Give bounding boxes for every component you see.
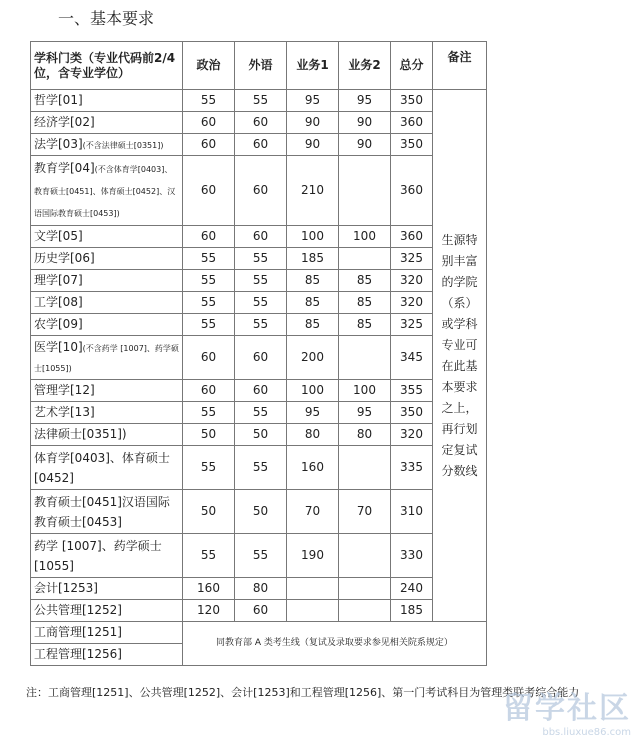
header-business1: 业务1	[287, 42, 339, 90]
subject-name: 理学[07]	[31, 270, 183, 292]
header-row	[31, 42, 487, 90]
table-row	[31, 380, 487, 402]
total-score: 320	[391, 424, 433, 446]
business2-score: 90	[339, 134, 391, 156]
foreign-score: 80	[235, 578, 287, 600]
business2-score	[339, 534, 391, 578]
politics-score: 50	[183, 490, 235, 534]
business1-score: 185	[287, 248, 339, 270]
foreign-score: 55	[235, 446, 287, 490]
foreign-score: 55	[235, 292, 287, 314]
business1-score	[287, 600, 339, 622]
subject-name: 经济学[02]	[31, 112, 183, 134]
business2-score: 80	[339, 424, 391, 446]
politics-score: 160	[183, 578, 235, 600]
politics-score: 60	[183, 336, 235, 380]
table-row	[31, 578, 487, 600]
foreign-score: 55	[235, 402, 287, 424]
business2-score: 85	[339, 270, 391, 292]
business2-score: 100	[339, 226, 391, 248]
business1-score: 95	[287, 90, 339, 112]
politics-score: 55	[183, 248, 235, 270]
total-score: 330	[391, 534, 433, 578]
business1-score: 90	[287, 112, 339, 134]
header-remark: 备注	[433, 42, 487, 90]
politics-score: 55	[183, 270, 235, 292]
total-score: 350	[391, 90, 433, 112]
total-score: 350	[391, 402, 433, 424]
business2-score	[339, 600, 391, 622]
politics-score: 55	[183, 292, 235, 314]
table-row	[31, 112, 487, 134]
politics-score: 55	[183, 446, 235, 490]
foreign-score: 60	[235, 156, 287, 226]
business1-score: 80	[287, 424, 339, 446]
site-watermark	[503, 683, 631, 738]
business1-score: 85	[287, 270, 339, 292]
table-row	[31, 402, 487, 424]
foreign-score: 55	[235, 270, 287, 292]
total-score: 360	[391, 226, 433, 248]
table-row	[31, 292, 487, 314]
table-row	[31, 90, 487, 112]
table-row	[31, 446, 487, 490]
subject-name: 工程管理[1256]	[31, 644, 183, 666]
subject-label: 医学[10]	[34, 339, 83, 354]
foreign-score: 60	[235, 112, 287, 134]
subject-label: 法学[03]	[34, 136, 83, 151]
total-score: 360	[391, 112, 433, 134]
business1-score: 85	[287, 314, 339, 336]
table-row	[31, 622, 487, 644]
section-heading: 一、基本要求	[58, 9, 155, 28]
subject-name: 会计[1253]	[31, 578, 183, 600]
subject-name: 体育学[0403]、体育硕士[0452]	[31, 446, 183, 490]
politics-score: 60	[183, 226, 235, 248]
politics-score: 60	[183, 112, 235, 134]
business2-score	[339, 336, 391, 380]
table-row	[31, 248, 487, 270]
business2-score: 85	[339, 292, 391, 314]
politics-score: 50	[183, 424, 235, 446]
business2-score	[339, 446, 391, 490]
subject-name: 文学[05]	[31, 226, 183, 248]
subject-name: 法律硕士[0351])	[31, 424, 183, 446]
subject-name	[31, 134, 183, 156]
subject-name	[31, 156, 183, 226]
table-row	[31, 226, 487, 248]
subject-name: 哲学[01]	[31, 90, 183, 112]
business2-score	[339, 156, 391, 226]
foreign-score: 60	[235, 226, 287, 248]
business2-score: 70	[339, 490, 391, 534]
subject-label: 教育学[04]	[34, 160, 95, 175]
subject-exclusion-note: (不含法律硕士[0351])	[82, 140, 164, 150]
business1-score: 95	[287, 402, 339, 424]
foreign-score: 55	[235, 314, 287, 336]
subject-name: 管理学[12]	[31, 380, 183, 402]
header-subject: 学科门类（专业代码前2/4位，含专业学位）	[31, 42, 183, 90]
business2-score: 95	[339, 402, 391, 424]
subject-name: 农学[09]	[31, 314, 183, 336]
footnote: 注：工商管理[1251]、公共管理[1252]、会计[1253]和工程管理[1256]、第一门考试科目为管理类联考综合能力	[26, 686, 580, 699]
header-politics: 政治	[183, 42, 235, 90]
total-score: 360	[391, 156, 433, 226]
total-score: 325	[391, 248, 433, 270]
subject-exclusion-note: (不含药学 [1007]、药学硕士[1055])	[34, 343, 179, 373]
header-total: 总分	[391, 42, 433, 90]
subject-name: 艺术学[13]	[31, 402, 183, 424]
total-score: 345	[391, 336, 433, 380]
business2-score	[339, 578, 391, 600]
foreign-score: 55	[235, 534, 287, 578]
table-row	[31, 314, 487, 336]
watermark-logo-text: 留学社区	[503, 691, 631, 726]
business1-score	[287, 578, 339, 600]
foreign-score: 60	[235, 380, 287, 402]
total-score: 320	[391, 270, 433, 292]
subject-name: 历史学[06]	[31, 248, 183, 270]
score-table	[30, 41, 487, 666]
table-row	[31, 270, 487, 292]
politics-score: 60	[183, 134, 235, 156]
politics-score: 60	[183, 156, 235, 226]
total-score: 350	[391, 134, 433, 156]
subject-exclusion-note: (不含体育学[0403]、教育硕士[0451]、体育硕士[0452]、汉语国际教育硕士[0453])	[34, 164, 176, 218]
table-row	[31, 490, 487, 534]
subject-name: 工商管理[1251]	[31, 622, 183, 644]
total-score: 335	[391, 446, 433, 490]
watermark-url: bbs.liuxue86.com	[542, 727, 631, 738]
foreign-score: 55	[235, 90, 287, 112]
total-score: 355	[391, 380, 433, 402]
politics-score: 60	[183, 380, 235, 402]
remark-note: 生源特别丰富的学院（系）或学科专业可在此基本要求之上，再行划定复试分数线	[433, 90, 487, 622]
table-row	[31, 600, 487, 622]
foreign-score: 55	[235, 248, 287, 270]
politics-score: 55	[183, 314, 235, 336]
table-row	[31, 534, 487, 578]
business1-score: 100	[287, 226, 339, 248]
business2-score: 100	[339, 380, 391, 402]
business2-score: 95	[339, 90, 391, 112]
subject-name	[31, 336, 183, 380]
business2-score	[339, 248, 391, 270]
politics-score: 120	[183, 600, 235, 622]
business2-score: 90	[339, 112, 391, 134]
foreign-score: 60	[235, 134, 287, 156]
foreign-score: 50	[235, 490, 287, 534]
business1-score: 85	[287, 292, 339, 314]
subject-name: 工学[08]	[31, 292, 183, 314]
foreign-score: 60	[235, 336, 287, 380]
business1-score: 210	[287, 156, 339, 226]
table-row	[31, 424, 487, 446]
header-business2: 业务2	[339, 42, 391, 90]
table-row	[31, 156, 487, 226]
subject-name: 教育硕士[0451]汉语国际教育硕士[0453]	[31, 490, 183, 534]
subject-name: 药学 [1007]、药学硕士[1055]	[31, 534, 183, 578]
table-row	[31, 336, 487, 380]
subject-name: 公共管理[1252]	[31, 600, 183, 622]
politics-score: 55	[183, 90, 235, 112]
business1-score: 190	[287, 534, 339, 578]
business1-score: 90	[287, 134, 339, 156]
header-foreign: 外语	[235, 42, 287, 90]
foreign-score: 60	[235, 600, 287, 622]
total-score: 240	[391, 578, 433, 600]
total-score: 310	[391, 490, 433, 534]
merged-requirement: 同教育部 A 类考生线（复试及录取要求参见相关院系规定）	[183, 622, 487, 666]
table-row	[31, 134, 487, 156]
foreign-score: 50	[235, 424, 287, 446]
business1-score: 100	[287, 380, 339, 402]
total-score: 325	[391, 314, 433, 336]
business1-score: 70	[287, 490, 339, 534]
politics-score: 55	[183, 534, 235, 578]
business2-score: 85	[339, 314, 391, 336]
total-score: 320	[391, 292, 433, 314]
business1-score: 200	[287, 336, 339, 380]
total-score: 185	[391, 600, 433, 622]
business1-score: 160	[287, 446, 339, 490]
politics-score: 55	[183, 402, 235, 424]
